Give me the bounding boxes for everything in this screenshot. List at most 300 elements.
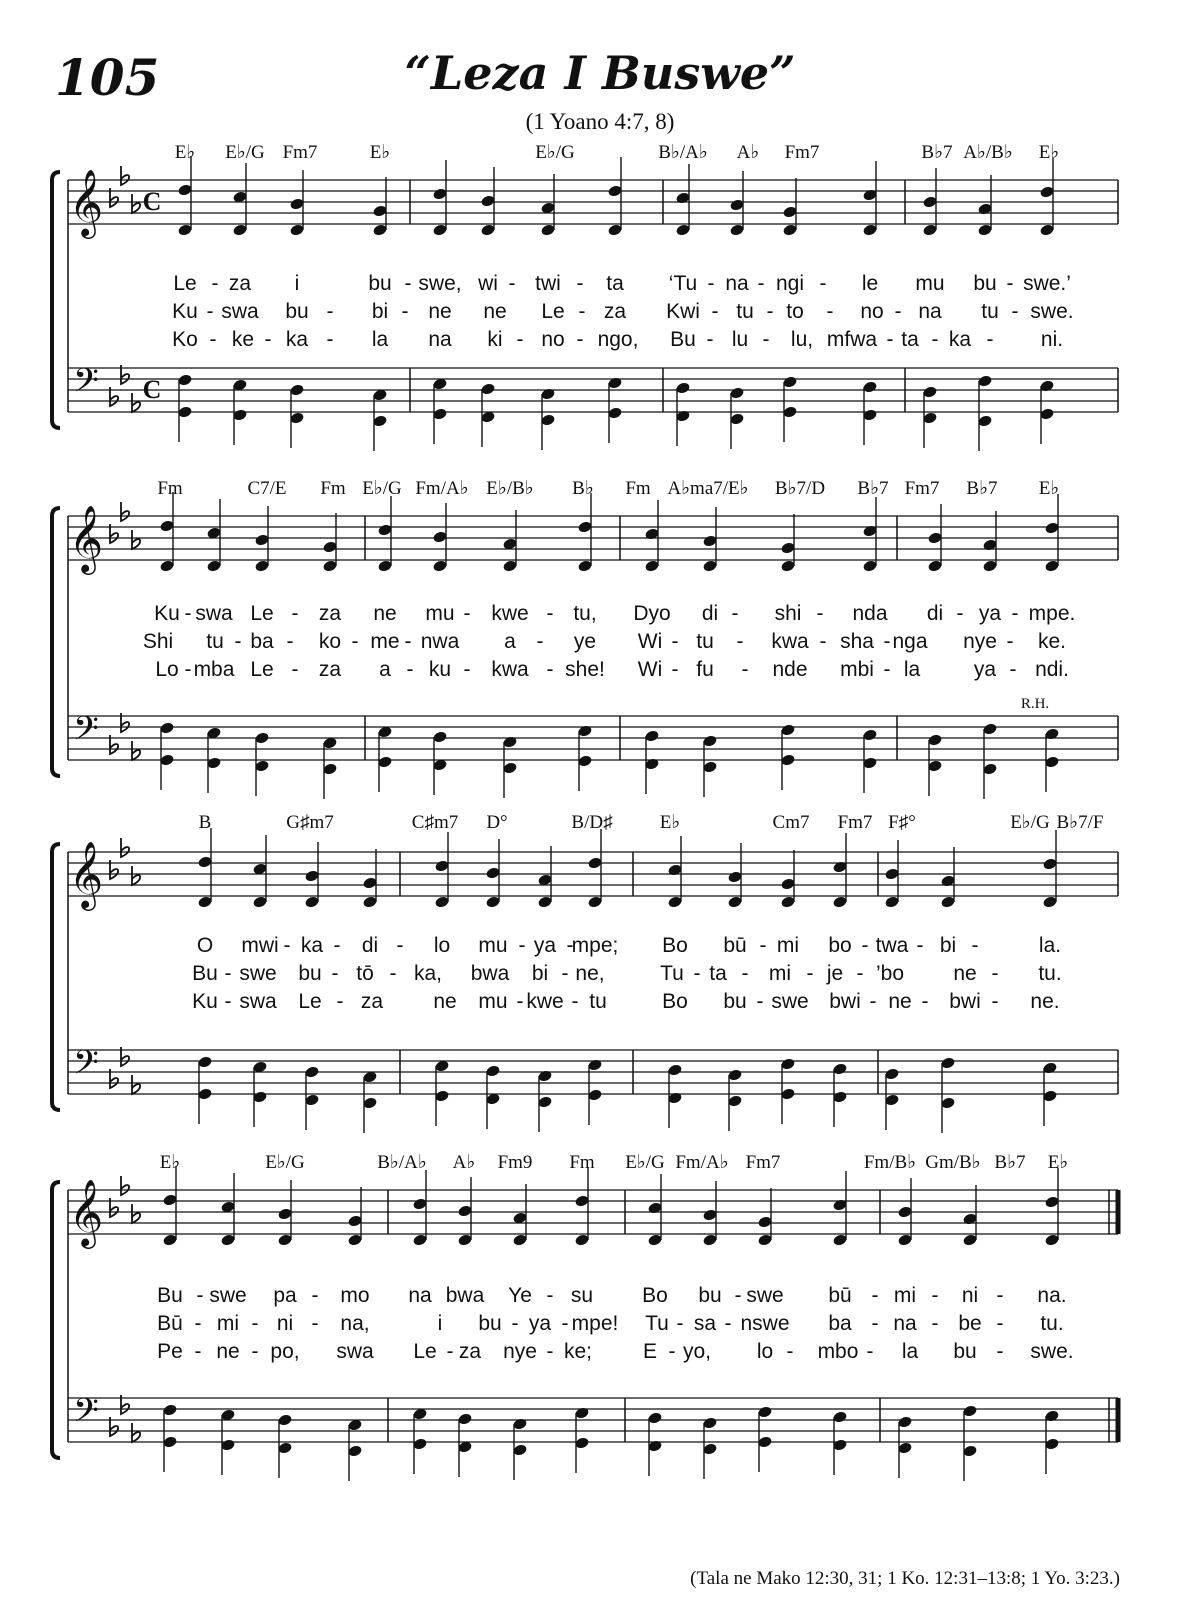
lyric-syllable: - xyxy=(406,658,414,681)
lyric-syllable: a xyxy=(504,630,516,653)
lyric-syllable: - xyxy=(206,300,214,323)
lyric-syllable: kwa xyxy=(771,630,809,653)
treble-clef-icon: 𝄞 xyxy=(68,1178,104,1246)
lyric-syllable: ku xyxy=(428,658,452,681)
lyric-syllable: - xyxy=(224,990,232,1013)
lyric-syllable: yo, xyxy=(682,1340,712,1363)
lyric-syllable: - xyxy=(209,328,217,351)
lyric-syllable: no xyxy=(541,328,565,351)
lyric-syllable: ke xyxy=(231,328,255,351)
lyric-syllable: Ku xyxy=(192,990,218,1013)
lyric-syllable: - xyxy=(194,1312,202,1335)
lyric-syllable: - xyxy=(676,1312,684,1335)
lyric-syllable: Lo xyxy=(155,658,179,681)
lyric-syllable: - xyxy=(286,630,294,653)
flat-icon xyxy=(132,741,140,760)
lyric-syllable: - xyxy=(536,630,544,653)
lyric-syllable: mpe! xyxy=(571,1312,619,1335)
lyric-syllable: Le xyxy=(413,1340,437,1363)
lyric-syllable: - xyxy=(561,1312,569,1335)
lyric-syllable: - xyxy=(861,934,869,957)
bass-clef-icon: 𝄢 xyxy=(73,710,99,756)
lyric-syllable: - xyxy=(1011,602,1019,625)
lyric-syllable: mbi xyxy=(840,658,874,681)
lyric-syllable: - xyxy=(819,630,827,653)
lyric-syllable: ye xyxy=(573,630,597,653)
lyric-syllable: bu xyxy=(285,300,309,323)
lyric-syllable: - xyxy=(516,328,524,351)
lyric-syllable: ko xyxy=(318,630,342,653)
lyric-syllable: twi xyxy=(535,272,561,295)
lyric-syllable: Ku xyxy=(154,602,180,625)
lyric-syllable: - xyxy=(668,1340,676,1363)
chord-symbol: Fm7 xyxy=(282,142,318,163)
lyric-syllable: ’bo xyxy=(875,962,905,985)
lyric-syllable: nye xyxy=(503,1340,537,1363)
chord-symbol: A♭ xyxy=(736,142,760,163)
lyric-syllable: za xyxy=(458,1340,482,1363)
lyric-syllable: mi xyxy=(893,1284,917,1307)
chord-symbol: A♭ xyxy=(452,1152,476,1173)
lyric-syllable: - xyxy=(741,658,749,681)
flat-icon xyxy=(121,1176,129,1195)
lyric-syllable: tu xyxy=(696,630,714,653)
lyric-syllable: be xyxy=(958,1312,982,1335)
lyric-syllable: to xyxy=(786,300,804,323)
lyric-syllable: - xyxy=(234,630,242,653)
lyric-syllable: tu. xyxy=(1040,1312,1064,1335)
chord-symbol: B/D♯ xyxy=(571,812,613,833)
system-bracket xyxy=(52,172,60,428)
lyric-syllable: - xyxy=(511,1312,519,1335)
chord-symbol: E♭/G xyxy=(535,142,575,163)
lyric-syllable: - xyxy=(224,962,232,985)
chord-symbol: G♯m7 xyxy=(286,812,334,833)
chord-symbol: Fm xyxy=(569,1152,595,1173)
chord-symbol: B xyxy=(198,812,212,833)
lyric-syllable: mu xyxy=(425,602,455,625)
lyric-syllable: - xyxy=(546,658,554,681)
chord-symbol: C♯m7 xyxy=(411,812,459,833)
lyric-syllable: lu xyxy=(731,328,749,351)
flat-icon xyxy=(132,866,140,885)
flat-icon xyxy=(121,838,129,857)
lyric-syllable: - xyxy=(762,328,770,351)
chord-symbol: E♭ xyxy=(1038,142,1060,163)
lyric-syllable: - xyxy=(311,1284,319,1307)
lyric-syllable: Le xyxy=(541,300,565,323)
lyric-syllable: ya xyxy=(528,1312,552,1335)
lyric-syllable: mpe; xyxy=(571,934,619,957)
lyric-syllable: - xyxy=(1011,300,1019,323)
chord-symbol: Fm xyxy=(320,478,346,499)
lyric-syllable: - xyxy=(194,1340,202,1363)
chord-symbol: B♭7 xyxy=(994,1152,1026,1173)
system-bracket xyxy=(52,844,60,1110)
lyric-syllable: - xyxy=(518,934,526,957)
lyric-syllable: Kwi xyxy=(666,300,700,323)
lyric-syllable: - xyxy=(576,328,584,351)
lyric-syllable: kwa xyxy=(491,658,529,681)
chord-symbol: E♭/G xyxy=(225,142,265,163)
flat-icon xyxy=(132,530,140,549)
lyric-syllable: Pe xyxy=(157,1340,183,1363)
lyric-syllable: Bu xyxy=(157,1284,183,1307)
lyric-syllable: tu, xyxy=(573,602,597,625)
lyric-syllable: - xyxy=(883,630,891,653)
lyric-syllable: bi xyxy=(531,962,549,985)
lyric-syllable: lo xyxy=(756,1340,774,1363)
lyric-syllable: Wi xyxy=(637,630,663,653)
flat-icon xyxy=(132,1204,140,1223)
lyric-syllable: nswe xyxy=(740,1312,790,1335)
lyric-syllable: - xyxy=(311,1312,319,1335)
lyric-syllable: - xyxy=(856,962,864,985)
treble-clef-icon: 𝄞 xyxy=(68,840,104,908)
lyric-syllable: - xyxy=(731,602,739,625)
lyric-syllable: - xyxy=(508,272,516,295)
treble-clef-icon: 𝄞 xyxy=(68,168,104,236)
lyric-syllable: bwi xyxy=(949,990,981,1013)
lyric-syllable: Le xyxy=(298,990,322,1013)
lyric-syllable: bwa xyxy=(445,1284,485,1307)
lyric-syllable: bwi xyxy=(829,990,861,1013)
lyric-syllable: bo xyxy=(828,934,852,957)
lyric-syllable: ya xyxy=(973,658,997,681)
lyric-syllable: ka xyxy=(300,934,324,957)
lyric-syllable: - xyxy=(986,328,994,351)
lyric-syllable: je xyxy=(826,962,844,985)
lyric-syllable: - xyxy=(576,272,584,295)
lyric-syllable: ngo, xyxy=(597,328,639,351)
lyric-syllable: nga xyxy=(892,630,928,653)
chord-symbol: Fm7 xyxy=(745,1152,781,1173)
lyric-syllable: ne xyxy=(373,602,397,625)
chord-symbol: Fm7 xyxy=(837,812,873,833)
lyric-syllable: - xyxy=(546,1340,554,1363)
chord-symbol: Fm7 xyxy=(904,478,940,499)
lyric-syllable: na xyxy=(918,300,942,323)
flat-icon xyxy=(132,1075,140,1094)
chord-symbol: B♭7 xyxy=(966,478,998,499)
lyric-syllable: bu xyxy=(478,1312,502,1335)
lyric-syllable: ni. xyxy=(1040,328,1064,351)
lyric-syllable: she! xyxy=(565,658,605,681)
lyric-syllable: - xyxy=(211,272,219,295)
lyric-syllable: mwi xyxy=(241,934,279,957)
lyric-syllable: nwa xyxy=(420,630,460,653)
chord-symbol: D° xyxy=(486,812,508,833)
lyric-syllable: - xyxy=(291,658,299,681)
hymn-title: “Leza I Buswe” xyxy=(404,46,796,100)
lyric-syllable: - xyxy=(931,1312,939,1335)
lyric-syllable: - xyxy=(741,962,749,985)
lyric-syllable: - xyxy=(931,328,939,351)
chord-symbol: Fm xyxy=(157,478,183,499)
lyric-syllable: - xyxy=(283,934,291,957)
lyric-syllable: ne xyxy=(888,990,912,1013)
chord-symbol: E♭ xyxy=(1047,1152,1069,1173)
chord-symbol: Gm/B♭ xyxy=(925,1152,981,1173)
lyric-syllable: - xyxy=(578,300,586,323)
lyric-syllable: - xyxy=(184,602,192,625)
lyric-syllable: - xyxy=(707,272,715,295)
lyric-syllable: na. xyxy=(1037,1284,1067,1307)
flat-icon xyxy=(132,1423,140,1442)
lyric-syllable: mfwa xyxy=(826,328,878,351)
chord-symbol: E♭ xyxy=(1038,478,1060,499)
lyric-syllable: ke; xyxy=(563,1340,593,1363)
chord-symbol: B♭7 xyxy=(857,478,889,499)
lyric-syllable: Le xyxy=(250,658,274,681)
lyric-syllable: - xyxy=(734,1284,742,1307)
lyric-syllable: - xyxy=(336,990,344,1013)
chord-symbol: E♭ xyxy=(159,1152,181,1173)
chord-symbol: E♭ xyxy=(369,142,391,163)
lyric-syllable: - xyxy=(991,990,999,1013)
lyric-syllable: Bo xyxy=(662,934,688,957)
chord-symbol: E♭/G xyxy=(362,478,402,499)
lyric-syllable: - xyxy=(869,990,877,1013)
lyric-syllable: - xyxy=(463,658,471,681)
lyric-syllable: - xyxy=(333,934,341,957)
lyric-syllable: - xyxy=(971,934,979,957)
lyric-syllable: i xyxy=(294,272,300,295)
lyric-syllable: - xyxy=(991,962,999,985)
lyric-syllable: ni xyxy=(276,1312,294,1335)
lyric-syllable: ne, xyxy=(575,962,605,985)
lyric-syllable: ne xyxy=(428,300,452,323)
chord-symbol: C7/E xyxy=(247,478,287,499)
lyric-syllable: tu xyxy=(589,990,607,1013)
lyric-syllable: - xyxy=(759,934,767,957)
chord-symbol: Fm/A♭ xyxy=(415,478,469,499)
lyric-syllable: la xyxy=(901,1340,919,1363)
lyric-syllable: - xyxy=(956,602,964,625)
bass-clef-icon: 𝄢 xyxy=(73,1044,99,1090)
hymn-number: 105 xyxy=(55,48,160,107)
lyric-syllable: ba xyxy=(250,630,274,653)
lyric-syllable: swa xyxy=(336,1340,374,1363)
lyric-syllable: mi xyxy=(776,934,800,957)
lyric-syllable: - xyxy=(463,602,471,625)
lyric-syllable: ta xyxy=(901,328,919,351)
lyric-syllable: - xyxy=(736,630,744,653)
lyric-syllable: - xyxy=(546,1284,554,1307)
lyric-syllable: la xyxy=(903,658,921,681)
common-time-icon: C xyxy=(142,375,162,404)
lyric-syllable: - xyxy=(921,990,929,1013)
lyric-syllable: no xyxy=(860,300,884,323)
lyric-syllable: Bu xyxy=(192,962,218,985)
lyric-syllable: a xyxy=(379,658,391,681)
bass-staff xyxy=(68,1398,1118,1442)
lyric-syllable: mu xyxy=(478,934,508,957)
lyric-syllable: su xyxy=(570,1284,594,1307)
lyric-syllable: - xyxy=(871,1284,879,1307)
lyric-syllable: - xyxy=(326,300,334,323)
lyric-syllable: za xyxy=(318,602,342,625)
lyric-syllable: ba xyxy=(828,1312,852,1335)
lyric-syllable: ta xyxy=(606,272,624,295)
lyric-syllable: di xyxy=(701,602,719,625)
treble-staff xyxy=(68,852,1118,896)
bass-clef-icon: 𝄢 xyxy=(73,1392,99,1438)
bass-staff xyxy=(68,716,1118,760)
lyric-syllable: mbo xyxy=(817,1340,859,1363)
bass-staff xyxy=(68,368,1118,412)
flat-icon xyxy=(121,502,129,521)
lyric-syllable: Le xyxy=(173,272,197,295)
chord-symbol: Fm/A♭ xyxy=(675,1152,729,1173)
chord-symbol: A♭/B♭ xyxy=(963,142,1013,163)
system-bracket xyxy=(52,508,60,776)
lyric-syllable: tō xyxy=(356,962,374,985)
lyric-syllable: O xyxy=(196,934,214,957)
lyric-syllable: - xyxy=(706,328,714,351)
lyric-syllable: swe.’ xyxy=(1023,272,1071,295)
lyric-syllable: - xyxy=(1006,630,1014,653)
lyric-syllable: po, xyxy=(270,1340,300,1363)
chord-symbol: B♭ xyxy=(572,478,594,499)
lyric-syllable: wi xyxy=(478,272,498,295)
lyric-syllable: bwa xyxy=(470,962,510,985)
lyric-syllable: nda xyxy=(852,602,888,625)
lyric-syllable: twa xyxy=(875,934,909,957)
chord-symbol: E♭/G xyxy=(265,1152,305,1173)
lyric-syllable: swa xyxy=(195,602,233,625)
lyric-syllable: bu xyxy=(368,272,392,295)
lyric-syllable: E xyxy=(642,1340,658,1363)
bass-clef-icon: 𝄢 xyxy=(73,362,99,408)
chord-symbol: E♭ xyxy=(174,142,196,163)
rh-annotation: R.H. xyxy=(1020,696,1050,712)
scripture-reference: (1 Yoano 4:7, 8) xyxy=(525,109,675,134)
lyric-syllable: bu xyxy=(973,272,997,295)
lyric-syllable: nde xyxy=(772,658,808,681)
lyric-syllable: - xyxy=(351,630,359,653)
lyric-syllable: - xyxy=(291,602,299,625)
lyric-syllable: - xyxy=(516,990,524,1013)
lyric-syllable: za xyxy=(228,272,252,295)
lyric-syllable: le xyxy=(861,272,879,295)
lyric-syllable: - xyxy=(711,300,719,323)
lyric-syllable: ne xyxy=(433,990,457,1013)
lyric-syllable: tu xyxy=(206,630,224,653)
lyric-syllable: ‘Tu xyxy=(668,272,698,295)
chord-symbol: Cm7 xyxy=(772,812,810,833)
lyric-syllable: ka xyxy=(285,328,309,351)
lyric-syllable: bu xyxy=(953,1340,977,1363)
lyric-syllable: swe xyxy=(746,1284,784,1307)
lyric-syllable: lu, xyxy=(790,328,814,351)
lyric-syllable: - xyxy=(446,1340,454,1363)
flat-icon xyxy=(132,194,140,213)
lyric-syllable: swe xyxy=(239,962,277,985)
lyric-syllable: - xyxy=(996,1340,1004,1363)
lyric-syllable: swa xyxy=(239,990,277,1013)
lyric-syllable: kwe xyxy=(526,990,564,1013)
lyric-syllable: - xyxy=(724,1312,732,1335)
footnote: (Tala ne Mako 12:30, 31; 1 Ko. 12:31–13:8; 1 Yo. 3:23.) xyxy=(690,1568,1120,1589)
lyric-syllable: - xyxy=(996,1284,1004,1307)
lyric-syllable: mu xyxy=(915,272,945,295)
lyric-syllable: - xyxy=(883,658,891,681)
chord-symbol: B♭/A♭ xyxy=(658,142,708,163)
chord-symbol: B♭7/D xyxy=(774,478,826,499)
lyric-syllable: - xyxy=(996,1312,1004,1335)
lyric-syllable: - xyxy=(806,962,814,985)
lyric-syllable: - xyxy=(389,962,397,985)
lyric-syllable: me xyxy=(370,630,400,653)
lyric-syllable: na xyxy=(893,1312,917,1335)
lyric-syllable: - xyxy=(251,1340,259,1363)
lyric-syllable: swe xyxy=(209,1284,247,1307)
lyric-syllable: Ku xyxy=(172,300,198,323)
lyric-syllable: - xyxy=(331,962,339,985)
lyric-syllable: ndi. xyxy=(1035,658,1069,681)
lyric-syllable: mu xyxy=(478,990,508,1013)
lyric-syllable: ka xyxy=(948,328,972,351)
lyric-syllable: - xyxy=(693,962,701,985)
lyric-syllable: ki xyxy=(487,328,503,351)
lyric-syllable: ne xyxy=(483,300,507,323)
lyric-syllable: - xyxy=(1009,658,1017,681)
lyric-syllable: - xyxy=(196,1284,204,1307)
lyric-syllable: bu xyxy=(723,990,747,1013)
lyric-syllable: na, xyxy=(340,1312,370,1335)
lyric-syllable: i xyxy=(437,1312,443,1335)
lyric-syllable: Dyo xyxy=(633,602,671,625)
lyric-syllable: fu xyxy=(696,658,714,681)
lyric-syllable: bū xyxy=(828,1284,852,1307)
treble-staff xyxy=(68,516,1118,560)
lyric-syllable: ngi xyxy=(775,272,805,295)
lyric-syllable: - xyxy=(184,658,192,681)
lyric-syllable: - xyxy=(931,1284,939,1307)
lyric-syllable: - xyxy=(1006,272,1014,295)
lyric-syllable: - xyxy=(546,602,554,625)
lyric-syllable: Bo xyxy=(642,1284,668,1307)
lyric-syllable: - xyxy=(251,1312,259,1335)
treble-staff xyxy=(68,180,1118,224)
lyric-syllable: ne. xyxy=(1030,990,1060,1013)
lyric-syllable: na xyxy=(428,328,452,351)
lyric-syllable: - xyxy=(671,658,679,681)
lyric-syllable: - xyxy=(404,630,412,653)
flat-icon xyxy=(132,393,140,412)
lyric-syllable: tu xyxy=(736,300,754,323)
lyric-syllable: - xyxy=(671,630,679,653)
lyric-syllable: ka, xyxy=(413,962,443,985)
lyric-syllable: ne xyxy=(216,1340,240,1363)
chord-symbol: E♭/G xyxy=(1010,812,1050,833)
lyric-syllable: Wi xyxy=(637,658,663,681)
lyric-syllable: - xyxy=(916,934,924,957)
lyric-syllable: - xyxy=(264,328,272,351)
lyric-syllable: shi xyxy=(774,602,802,625)
lyric-syllable: pa xyxy=(273,1284,297,1307)
lyric-syllable: ne xyxy=(953,962,977,985)
treble-clef-icon: 𝄞 xyxy=(68,504,104,572)
lyric-syllable: kwe xyxy=(491,602,529,625)
chord-symbol: Fm xyxy=(625,478,651,499)
lyric-syllable: tu xyxy=(981,300,999,323)
lyric-syllable: - xyxy=(819,272,827,295)
lyric-syllable: ta xyxy=(709,962,727,985)
lyric-syllable: di xyxy=(361,934,379,957)
lyric-syllable: ke. xyxy=(1037,630,1067,653)
